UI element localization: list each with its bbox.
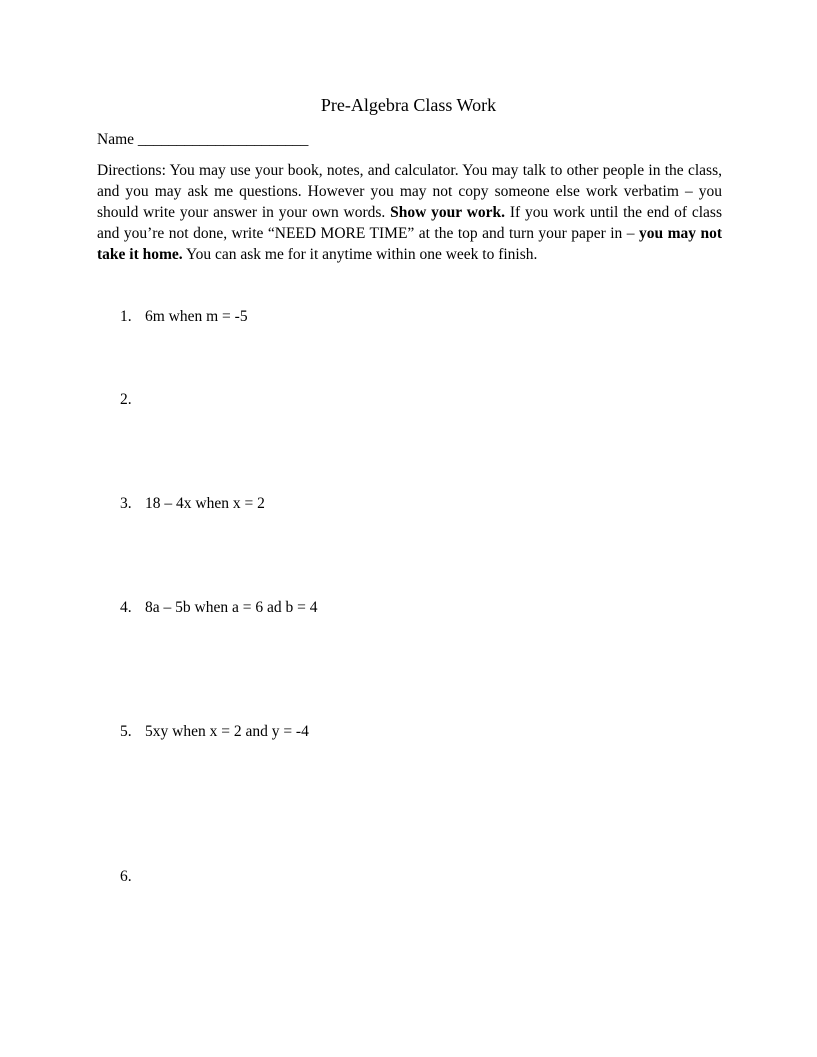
name-field <box>97 130 308 150</box>
directions-bold-not-home: you may not take it home. <box>97 225 722 263</box>
question-number: 1. <box>120 308 132 325</box>
name-label: Name <box>97 131 135 148</box>
question-number: 5. <box>120 723 132 740</box>
question-2 <box>120 390 145 410</box>
name-blank: ______________________ <box>137 131 309 148</box>
question-text: 18 – 4x when x = 2 <box>145 495 265 512</box>
directions-bold-show-work: Show your work. <box>390 204 506 221</box>
question-6 <box>120 867 145 887</box>
directions-text-2: If you work until the end of class and you’re not done, write “NEED MORE TIME” at the top and turn your paper in – <box>97 204 722 242</box>
directions-text-1: Directions: You may use your book, notes, and calculator. You may talk to other people in the class, and you may ask me questions. However you may not copy someone else work verbatim – you should write your answer in your own words. <box>97 162 722 221</box>
question-number: 6. <box>120 868 132 885</box>
page-title: Pre-Algebra Class Work <box>320 95 497 115</box>
question-text: 5xy when x = 2 and y = -4 <box>145 723 309 740</box>
question-number: 4. <box>120 599 132 616</box>
question-1 <box>120 307 248 327</box>
question-number: 3. <box>120 495 132 512</box>
question-number: 2. <box>120 391 132 408</box>
directions-paragraph <box>97 160 722 265</box>
question-5 <box>120 722 309 742</box>
question-text: 6m when m = -5 <box>145 308 248 325</box>
question-text: 8a – 5b when a = 6 ad b = 4 <box>145 599 318 616</box>
question-4 <box>120 598 317 618</box>
question-3 <box>120 494 265 514</box>
directions-text-3: You can ask me for it anytime within one week to finish. <box>182 246 538 263</box>
